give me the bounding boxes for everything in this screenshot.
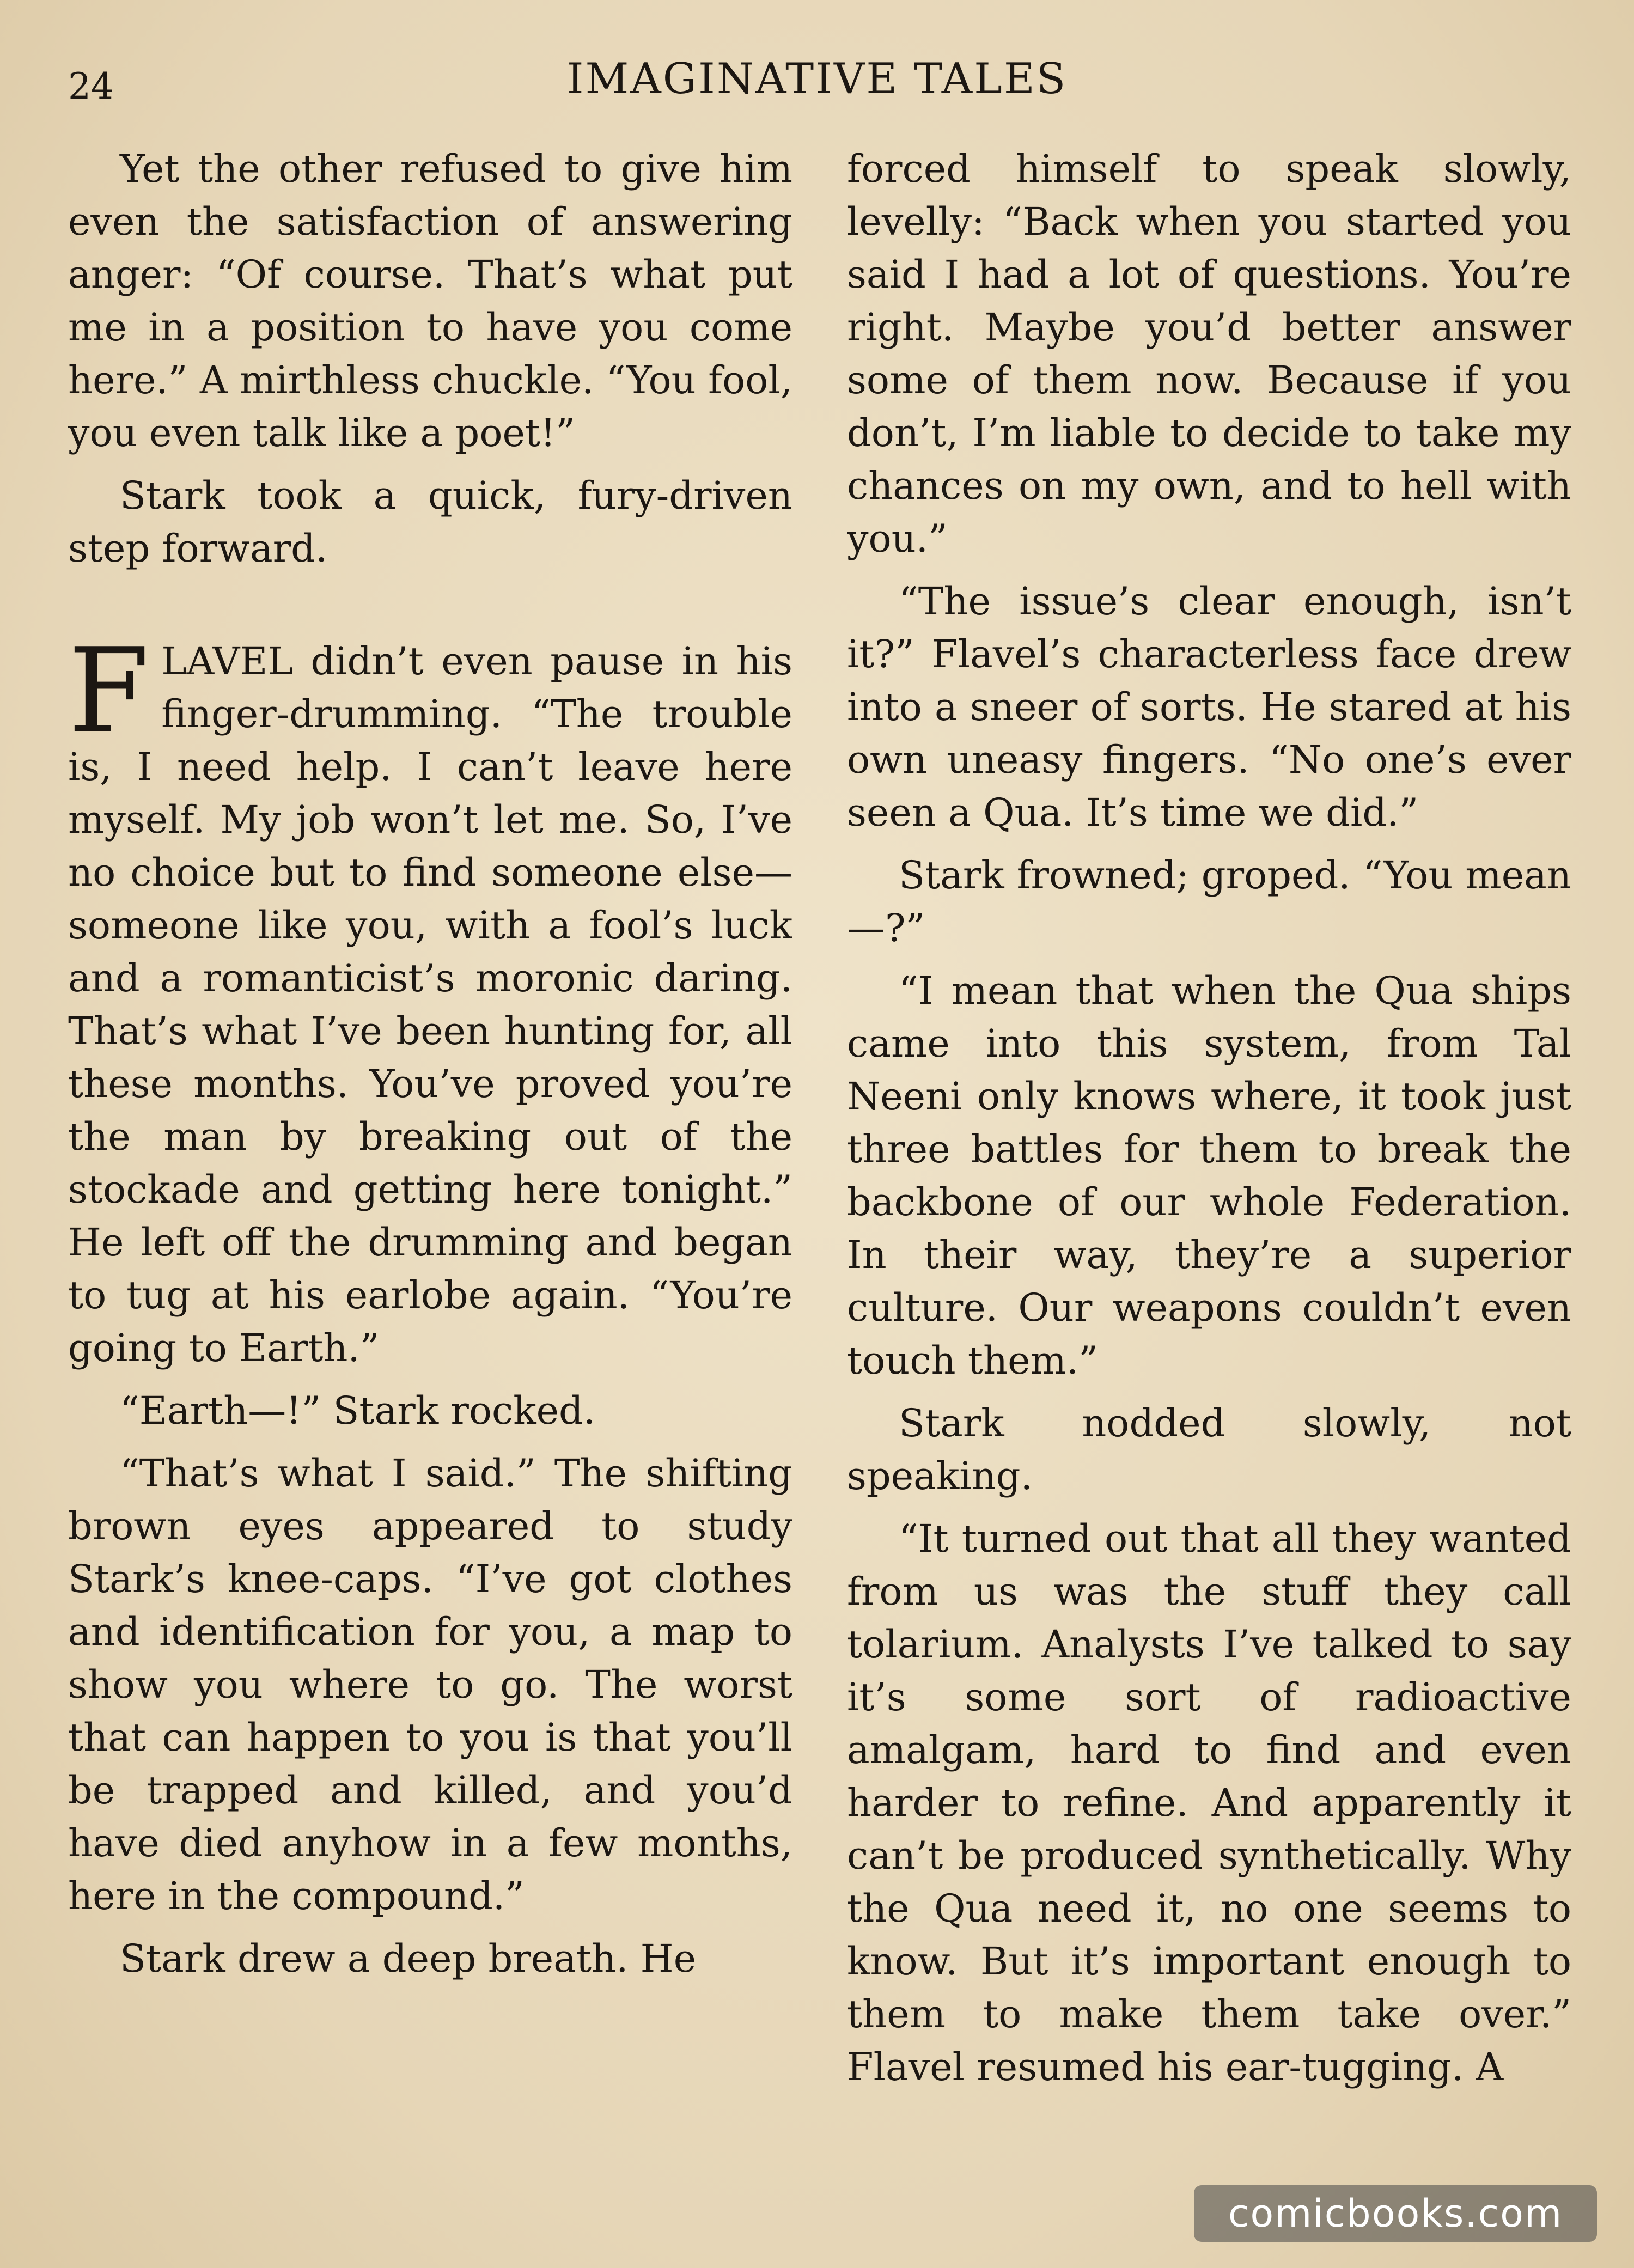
source-watermark: comicbooks.com: [1194, 2185, 1597, 2242]
page-header: [0, 54, 1634, 114]
paragraph: Stark frowned; groped. “You mean—?”: [847, 853, 1571, 950]
paragraph: “It turned out that all they wanted from us was the stuff they call tolarium. Analysts I’ve talked to say it’s some sort of radioactive amalgam, hard to find and even harder to refine. And apparently it can’t be produced synthetically. Why the Qua need it, no one seems to know. But it’s important enough to them to make them take over.” Flavel resumed his ear-tugging. A: [847, 1516, 1571, 2089]
paragraph: forced himself to speak slowly, levelly: “Back when you started you said I had a lot of questions. You’re right. Maybe you’d better answer some of them now. Because if you don’t, I’m liable to decide to take my chances on my own, and to hell with you.”: [847, 147, 1571, 561]
right-column: [847, 143, 1571, 2191]
paragraph: “That’s what I said.” The shifting brown eyes appeared to study Stark’s knee-caps. “I’ve got clothes and identification for you, a map to show you where to go. The worst that can happen to you is that you’ll be trapped and killed, and you’d have died anyhow in a few months, here in the compound.”: [68, 1451, 792, 1918]
paragraph: “Earth—!” Stark rocked.: [120, 1388, 596, 1433]
running-title: IMAGINATIVE TALES: [566, 54, 1068, 103]
section-opening-paragraph: [68, 623, 792, 1375]
paragraph: Yet the other refused to give him even the satisfaction of answering anger: “Of course. That’s what put me in a position to have you come here.” A mirthless chuckle. “You fool, you even talk like a poet!”: [68, 147, 792, 455]
paragraph-text: LAVEL didn’t even pause in his finger-drumming. “The trouble is, I need help. I can’t leave here myself. My job won’t let me. So, I’ve no choice but to find someone else—someone like you, with a fool’s luck and a romanticist’s moronic daring. That’s what I’ve been hunting for, all these months. You’ve proved you’re the man by breaking out of the stockade and getting here tonight.” He left off the drumming and began to tug at his earlobe again. “You’re going to Earth.”: [68, 639, 792, 1370]
paragraph: “The issue’s clear enough, isn’t it?” Flavel’s characterless face drew into a sneer of sorts. He stared at his own uneasy fingers. “No one’s ever seen a Qua. It’s time we did.”: [847, 579, 1571, 835]
paragraph: Stark drew a deep breath. He: [120, 1936, 697, 1981]
page-number: 24: [68, 65, 114, 107]
paragraph: Stark nodded slowly, not speaking.: [847, 1401, 1571, 1498]
paragraph: Stark took a quick, fury-driven step forward.: [68, 473, 792, 571]
paragraph: “I mean that when the Qua ships came into this system, from Tal Neeni only knows where, it took just three battles for them to break the backbone of our whole Federation. In their way, they’re a superior culture. Our weapons couldn’t even touch them.”: [847, 968, 1571, 1383]
left-column: [68, 143, 792, 2191]
drop-cap: F: [68, 623, 150, 759]
